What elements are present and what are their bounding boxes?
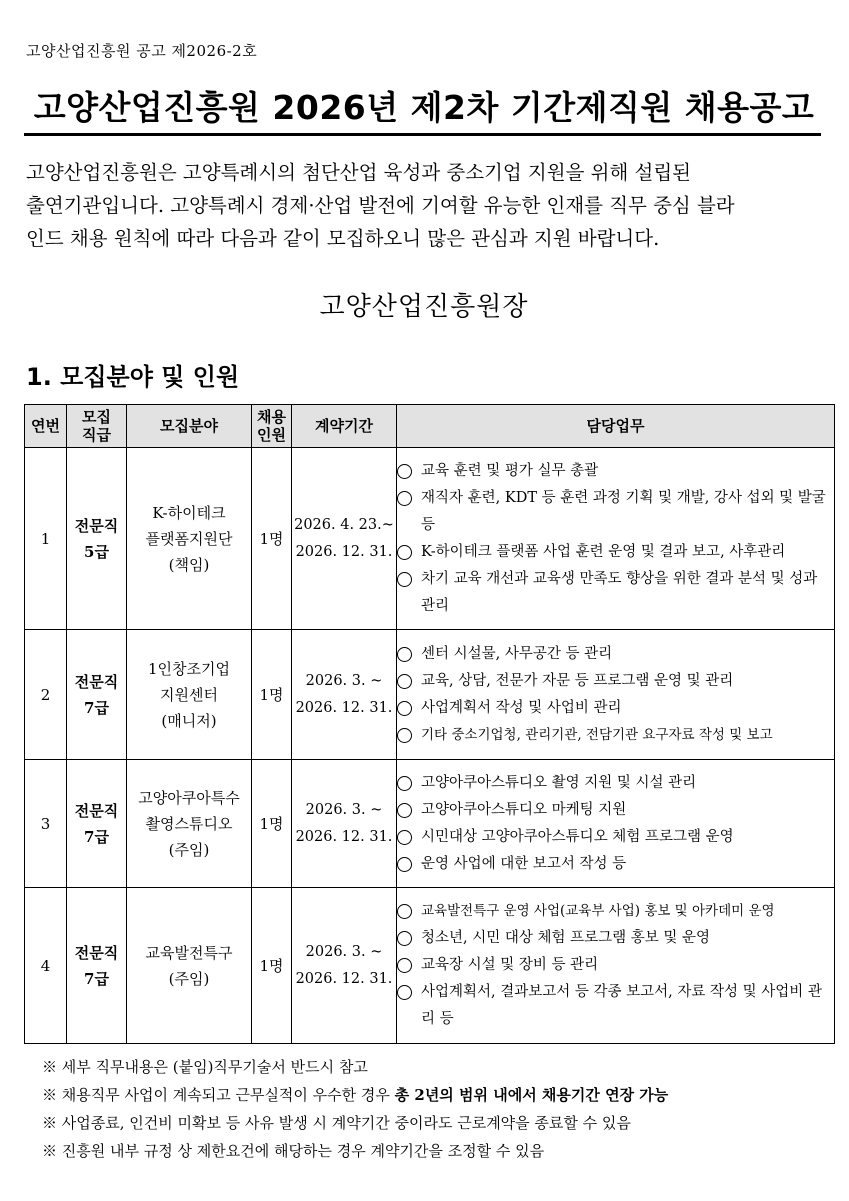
row-grade-line: 7급 <box>84 827 109 846</box>
col-header-grade <box>67 405 127 448</box>
row-grade <box>67 888 127 1044</box>
notes-list <box>42 1053 668 1165</box>
duty-text: 기타 중소기업청, 관리기관, 전담기관 요구자료 작성 및 보고 <box>421 726 773 743</box>
row-field-line: 플랫폼지원단 <box>145 529 233 548</box>
row-field <box>127 448 252 630</box>
duty-item <box>397 695 834 722</box>
row-period <box>292 448 397 630</box>
table-row <box>25 760 835 888</box>
row-grade <box>67 630 127 760</box>
duty-item <box>397 797 834 824</box>
duty-text: 고양아쿠아스튜디오 마케팅 지원 <box>421 801 627 818</box>
row-grade-line: 7급 <box>84 969 109 988</box>
row-period-line: 2026. 12. 31. <box>295 828 393 845</box>
circle-bullet-icon <box>397 931 412 946</box>
circle-bullet-icon <box>397 647 412 662</box>
row-number: 1 <box>25 448 67 630</box>
duty-item <box>397 770 834 797</box>
row-period-line: 2026. 12. 31. <box>295 543 393 560</box>
note-text: ※ 채용직무 사업이 계속되고 근무실적이 우수한 경우 <box>42 1086 395 1104</box>
col-header-grade-line: 모집 <box>82 408 111 426</box>
row-field-line: (주임) <box>168 840 210 859</box>
title-divider <box>24 133 821 136</box>
row-count: 1명 <box>252 888 292 1044</box>
row-duties <box>397 760 835 888</box>
duty-item <box>397 925 834 952</box>
row-grade <box>67 760 127 888</box>
row-field <box>127 630 252 760</box>
row-count: 1명 <box>252 760 292 888</box>
circle-bullet-icon <box>397 958 412 973</box>
row-grade-line: 전문직 <box>74 943 119 962</box>
col-header-no: 연번 <box>25 405 67 448</box>
duty-item <box>397 539 834 566</box>
duty-text: 시민대상 고양아쿠아스튜디오 체험 프로그램 운영 <box>421 828 734 845</box>
duty-item <box>397 952 834 979</box>
row-period-line: 2026. 12. 31. <box>295 699 393 716</box>
duty-item <box>397 668 834 695</box>
circle-bullet-icon <box>397 464 412 479</box>
circle-bullet-icon <box>397 857 412 872</box>
intro-line: 인드 채용 원칙에 따라 다음과 같이 모집하오니 많은 관심과 지원 바랍니다. <box>26 227 660 250</box>
row-duties <box>397 888 835 1044</box>
row-period-line: 2026. 3. ~ <box>305 672 383 689</box>
duty-text: 차기 교육 개선과 교육생 만족도 향상을 위한 결과 분석 및 성과 관리 <box>421 570 818 614</box>
intro-line: 출연기관입니다. 고양특례시 경제·산업 발전에 기여할 유능한 인재를 직무 중심 블라 <box>26 194 735 217</box>
note-item: ※ 사업종료, 인건비 미확보 등 사유 발생 시 계약기간 중이라도 근로계약을 종료할 수 있음 <box>42 1114 631 1132</box>
col-header-period: 계약기간 <box>292 405 397 448</box>
circle-bullet-icon <box>397 904 412 919</box>
row-period <box>292 760 397 888</box>
duty-item <box>397 824 834 851</box>
col-header-field: 모집분야 <box>127 405 252 448</box>
row-grade-line: 7급 <box>84 698 109 717</box>
duty-item <box>397 722 834 749</box>
duty-text: 운영 사업에 대한 보고서 작성 등 <box>421 855 627 872</box>
row-grade-line: 전문직 <box>74 516 119 535</box>
circle-bullet-icon <box>397 701 412 716</box>
duty-item <box>397 641 834 668</box>
circle-bullet-icon <box>397 674 412 689</box>
table-row <box>25 888 835 1044</box>
note-item: ※ 세부 직무내용은 (붙임)직무기술서 반드시 참고 <box>42 1058 368 1076</box>
duty-item <box>397 485 834 539</box>
intro-paragraph <box>26 156 826 255</box>
table-row <box>25 630 835 760</box>
row-field-line: (책임) <box>168 555 210 574</box>
col-header-count-line: 인원 <box>257 426 286 444</box>
row-field-line: 촬영스튜디오 <box>145 814 233 833</box>
note-item: ※ 진흥원 내부 규정 상 제한요건에 해당하는 경우 계약기간을 조정할 수 있음 <box>42 1142 545 1160</box>
duty-text: 교육장 시설 및 장비 등 관리 <box>421 957 599 973</box>
row-duties <box>397 630 835 760</box>
circle-bullet-icon <box>397 776 412 791</box>
duty-text: 사업계획서, 결과보고서 등 각종 보고서, 자료 작성 및 사업비 관리 등 <box>421 984 822 1027</box>
intro-line: 고양산업진흥원은 고양특례시의 첨단산업 육성과 중소기업 지원을 위해 설립된 <box>26 161 692 184</box>
circle-bullet-icon <box>397 830 412 845</box>
duty-text: 청소년, 시민 대상 체험 프로그램 홍보 및 운영 <box>421 930 710 946</box>
recruitment-table <box>24 404 835 1044</box>
table-row <box>25 448 835 630</box>
duty-text: 사업계획서 작성 및 사업비 관리 <box>421 699 622 716</box>
col-header-duties: 담당업무 <box>397 405 835 448</box>
col-header-count-line: 채용 <box>257 408 286 426</box>
duty-item <box>397 566 834 620</box>
row-field-line: (매니저) <box>161 711 217 730</box>
row-field-line: 교육발전특구 <box>145 943 233 962</box>
row-period-line: 2026. 4. 23.~ <box>294 516 394 533</box>
row-number: 3 <box>25 760 67 888</box>
row-field-line: 1인창조기업 <box>148 659 230 678</box>
circle-bullet-icon <box>397 728 412 743</box>
row-period-line: 2026. 12. 31. <box>295 970 393 987</box>
row-period-line: 2026. 3. ~ <box>305 801 383 818</box>
duty-text: 고양아쿠아스튜디오 촬영 지원 및 시설 관리 <box>421 774 697 791</box>
row-period-line: 2026. 3. ~ <box>305 943 383 960</box>
row-field-line: K-하이테크 <box>152 503 226 522</box>
row-field <box>127 760 252 888</box>
row-grade <box>67 448 127 630</box>
duty-text: K-하이테크 플랫폼 사업 훈련 운영 및 결과 보고, 사후관리 <box>421 543 786 560</box>
duty-item <box>397 979 834 1033</box>
table-header-row <box>25 405 835 448</box>
circle-bullet-icon <box>397 545 412 560</box>
circle-bullet-icon <box>397 803 412 818</box>
row-field-line: 고양아쿠아특수 <box>138 788 240 807</box>
duty-text: 교육, 상담, 전문가 자문 등 프로그램 운영 및 관리 <box>421 672 734 689</box>
circle-bullet-icon <box>397 572 412 587</box>
circle-bullet-icon <box>397 491 412 506</box>
row-count: 1명 <box>252 448 292 630</box>
signer-name: 고양산업진흥원장 <box>319 292 529 322</box>
row-grade-line: 전문직 <box>74 801 119 820</box>
row-number: 2 <box>25 630 67 760</box>
duty-text: 교육발전특구 운영 사업(교육부 사업) 홍보 및 아카데미 운영 <box>421 903 775 919</box>
notice-number: 고양산업진흥원 공고 제2026-2호 <box>26 42 258 60</box>
row-period <box>292 630 397 760</box>
duty-text: 재직자 훈련, KDT 등 훈련 과정 기획 및 개발, 강사 섭외 및 발굴 등 <box>421 489 826 533</box>
section-heading: 1. 모집분야 및 인원 <box>26 363 240 391</box>
row-number: 4 <box>25 888 67 1044</box>
duty-item <box>397 898 834 925</box>
col-header-grade-line: 직급 <box>82 426 111 444</box>
row-field-line: 지원센터 <box>160 685 218 704</box>
note-item <box>42 1081 668 1109</box>
row-field-line: (주임) <box>168 969 210 988</box>
row-count: 1명 <box>252 630 292 760</box>
col-header-count <box>252 405 292 448</box>
row-duties <box>397 448 835 630</box>
note-emphasis: 총 2년의 범위 내에서 채용기간 연장 가능 <box>394 1086 669 1104</box>
duty-item <box>397 458 834 485</box>
row-grade-line: 5급 <box>84 542 109 561</box>
row-field <box>127 888 252 1044</box>
circle-bullet-icon <box>397 985 412 1000</box>
duty-text: 교육 훈련 및 평가 실무 총괄 <box>421 462 599 479</box>
duty-text: 센터 시설물, 사무공간 등 관리 <box>421 645 613 662</box>
duty-item <box>397 851 834 878</box>
page-title: 고양산업진흥원 2026년 제2차 기간제직원 채용공고 <box>33 88 815 127</box>
row-period <box>292 888 397 1044</box>
row-grade-line: 전문직 <box>74 672 119 691</box>
